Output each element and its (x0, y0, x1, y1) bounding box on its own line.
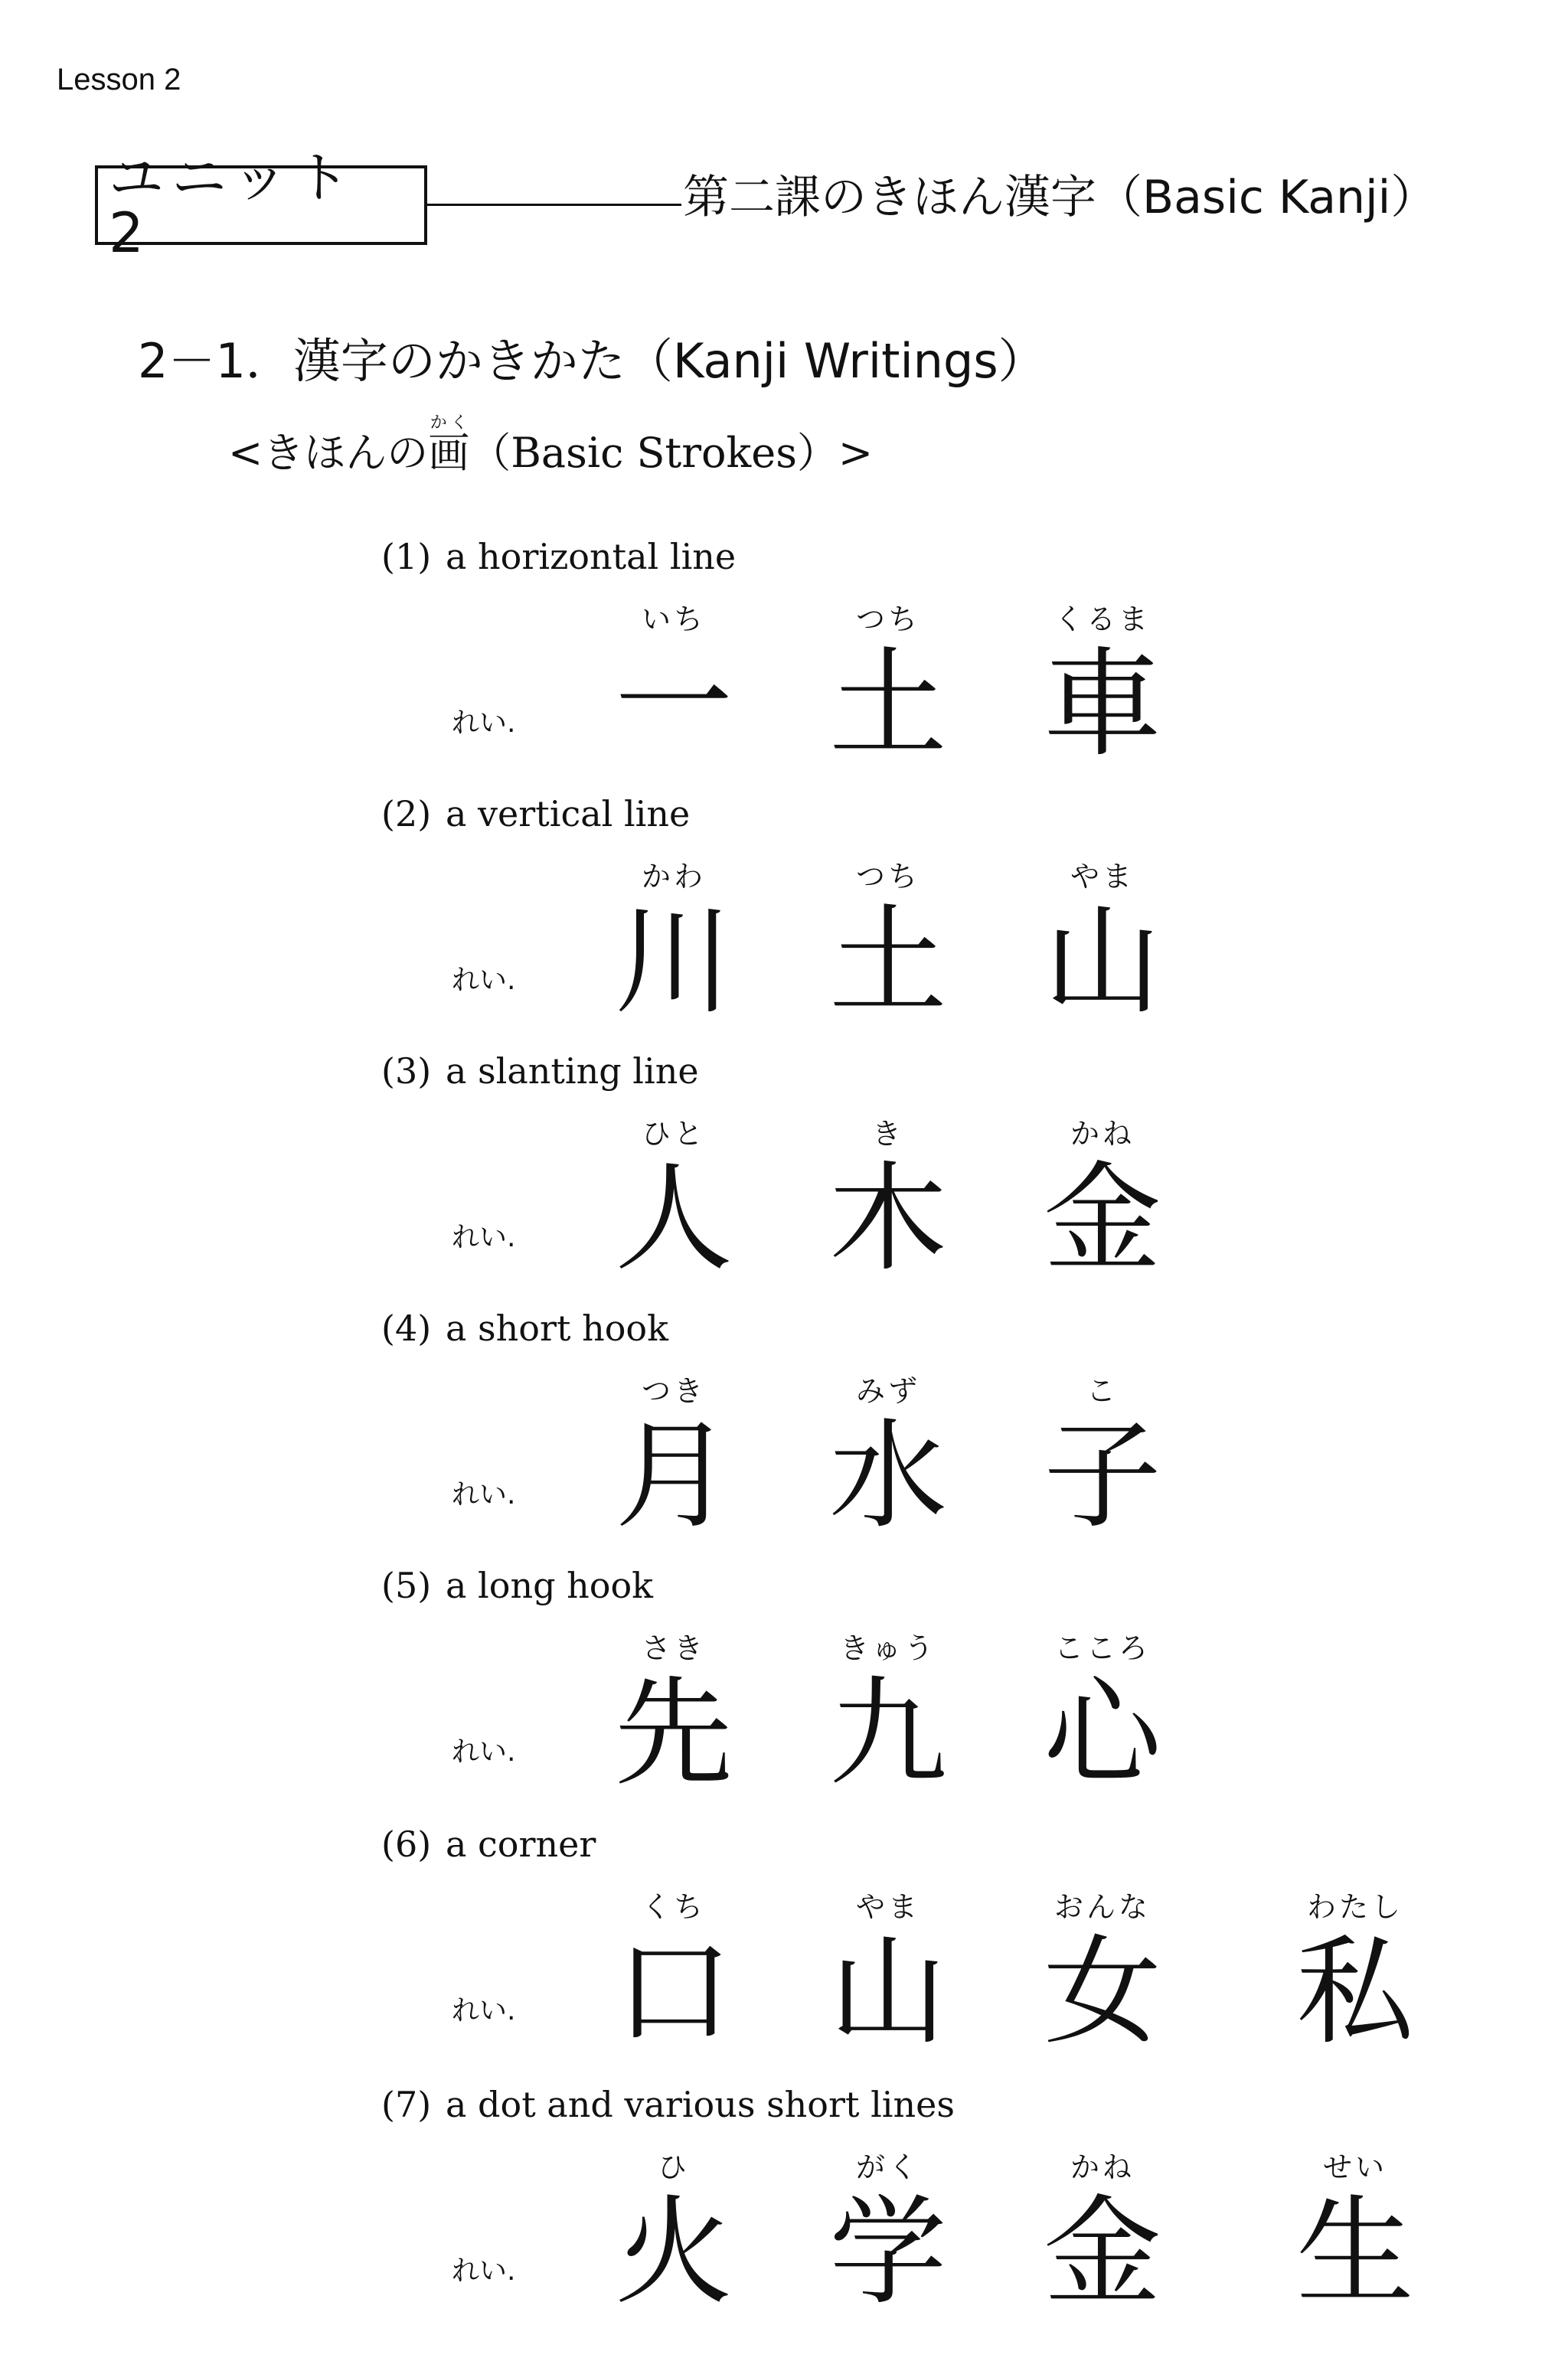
kanji-reading: がく (855, 2150, 920, 2184)
item-caption (381, 2084, 955, 2125)
kanji-character: 水 (828, 1408, 947, 1545)
kanji-character: 川 (614, 893, 733, 1030)
item-number: (7) (381, 2084, 432, 2125)
item-caption-text: a slanting line (446, 1050, 699, 1092)
unit-connector-line (427, 204, 681, 206)
example-label: れい. (452, 2255, 516, 2287)
kanji-character: 学 (828, 2184, 947, 2321)
basic-strokes-heading (228, 413, 873, 479)
kanji-character: 人 (614, 1151, 733, 1288)
kanji-character: 口 (614, 1924, 733, 2061)
kanji-character: 子 (1043, 1408, 1161, 1545)
kanji-reading: みず (855, 1374, 920, 1408)
item-number: (2) (381, 793, 432, 834)
section-heading: 2－1．漢字のかきかた（Kanji Writings） (138, 333, 1046, 389)
kanji-reading: つち (855, 860, 920, 893)
item-caption-text: a short hook (446, 1308, 668, 1349)
item-number: (1) (381, 536, 432, 577)
kanji-reading: つち (855, 602, 920, 636)
kanji-character: 火 (614, 2184, 733, 2321)
kanji-reading: わたし (1306, 1890, 1403, 1924)
item-number: (5) (381, 1565, 432, 1606)
kanji-reading: ひと (641, 1117, 706, 1151)
kanji-reading: き (871, 1117, 904, 1151)
kanji-reading: ひ (657, 2150, 690, 2184)
item-caption (381, 1050, 699, 1092)
item-number: (6) (381, 1824, 432, 1865)
kanji-reading: いち (641, 602, 706, 636)
item-caption-text: a vertical line (446, 793, 691, 834)
item-caption (381, 1565, 654, 1606)
kanji-character: 土 (828, 893, 947, 1030)
item-caption (381, 1824, 596, 1865)
kanji-reading: かね (1070, 2150, 1135, 2184)
kanji-reading: こ (1086, 1374, 1119, 1408)
item-caption (381, 536, 737, 577)
strokes-suffix: （Basic Strokes）> (469, 429, 874, 477)
unit-box-text: ユニット 2 (109, 145, 358, 265)
item-caption (381, 793, 691, 834)
kanji-reading: こころ (1054, 1631, 1151, 1665)
kanji-character: 山 (1043, 893, 1161, 1030)
kanji-character: 木 (828, 1151, 947, 1288)
kanji-reading: つき (641, 1374, 706, 1408)
example-label: れい. (452, 1222, 516, 1253)
strokes-kanji-ruby (428, 413, 470, 477)
kanji-character: 土 (828, 636, 947, 773)
kanji-reading: おんな (1054, 1890, 1151, 1924)
kanji-character: 先 (614, 1665, 733, 1802)
item-caption-text: a long hook (446, 1565, 654, 1606)
kanji-reading: やま (855, 1890, 920, 1924)
item-caption-text: a horizontal line (446, 536, 737, 577)
kanji-reading: くち (641, 1890, 706, 1924)
unit-box (95, 145, 427, 265)
kanji-character: 山 (828, 1924, 947, 2061)
kanji-reading: やま (1070, 860, 1135, 893)
item-caption (381, 1308, 668, 1349)
strokes-ruby: かく (428, 413, 470, 433)
kanji-character: 九 (828, 1665, 947, 1802)
kanji-character: 金 (1043, 1151, 1161, 1288)
kanji-character: 心 (1043, 1665, 1161, 1802)
kanji-character: 生 (1295, 2184, 1414, 2321)
item-number: (4) (381, 1308, 432, 1349)
strokes-kanji: 画 (428, 429, 470, 477)
kanji-character: 月 (614, 1408, 733, 1545)
kanji-reading: せい (1322, 2150, 1387, 2184)
item-number: (3) (381, 1050, 432, 1092)
lesson-label: Lesson 2 (57, 63, 181, 96)
kanji-character: 車 (1043, 636, 1161, 773)
item-caption-text: a corner (446, 1824, 596, 1865)
kanji-reading: かね (1070, 1117, 1135, 1151)
kanji-character: 私 (1295, 1924, 1414, 2061)
kanji-reading: さき (641, 1631, 706, 1665)
example-label: れい. (452, 965, 516, 996)
kanji-reading: くるま (1054, 602, 1151, 636)
example-label: れい. (452, 1736, 516, 1768)
example-label: れい. (452, 1995, 516, 2026)
kanji-character: 女 (1043, 1924, 1161, 2061)
unit-title: 第二課のきほん漢字（Basic Kanji） (683, 171, 1437, 224)
kanji-reading: かわ (641, 860, 706, 893)
example-label: れい. (452, 1479, 516, 1510)
kanji-reading: きゅう (839, 1631, 936, 1665)
item-caption-text: a dot and various short lines (446, 2084, 955, 2125)
kanji-character: 金 (1043, 2184, 1161, 2321)
strokes-prefix: <きほんの (228, 429, 429, 477)
kanji-character: 一 (614, 636, 733, 773)
example-label: れい. (452, 707, 516, 739)
